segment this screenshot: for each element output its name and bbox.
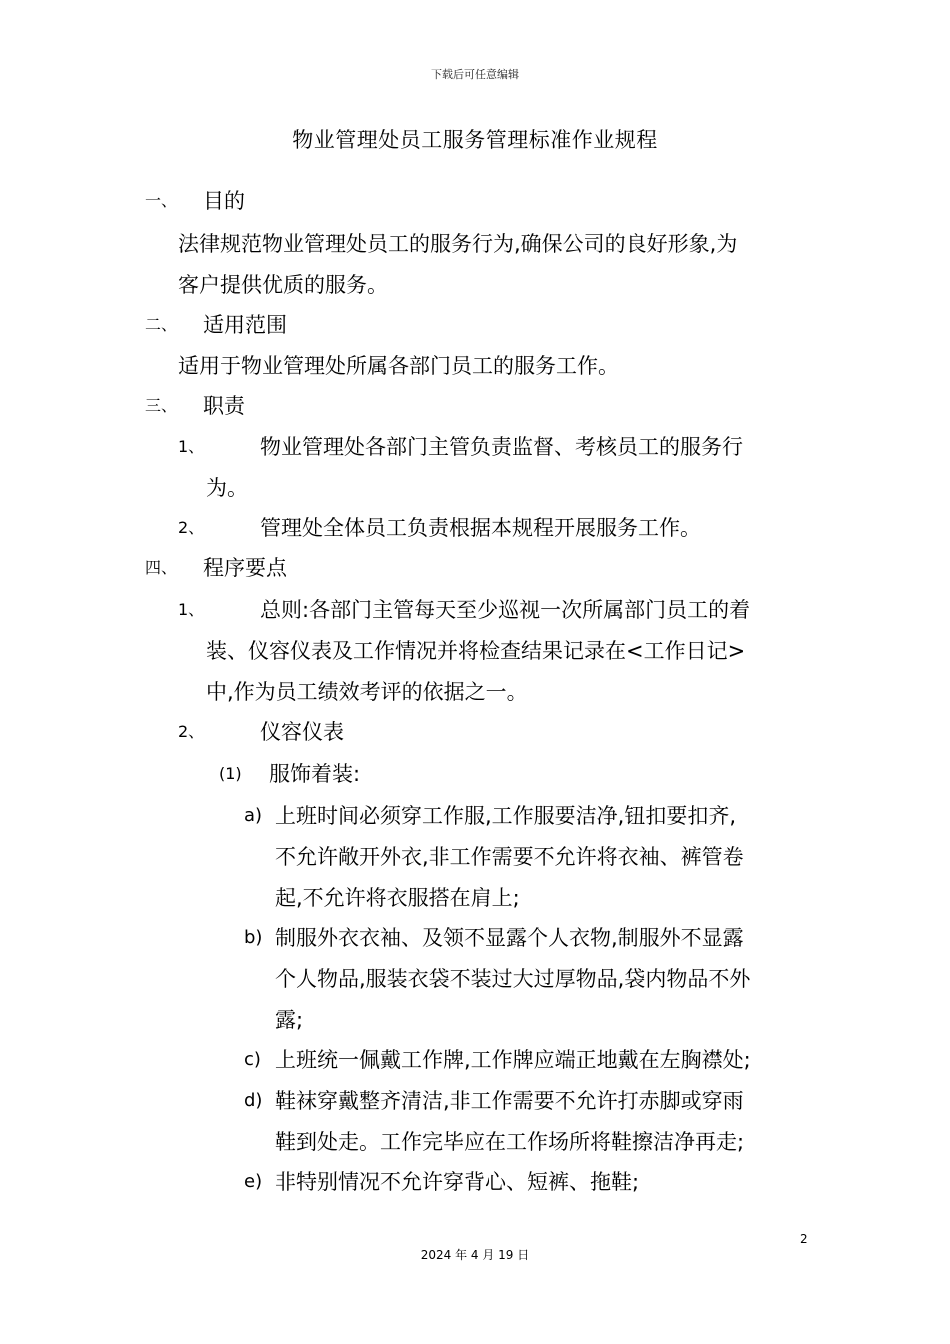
clause-e-line-1: 非特别情况不允许穿背心、短裤、拖鞋; [275,1170,640,1194]
section-4-number: 四、 [145,558,178,577]
section-4-item-1-line-3: 中,作为员工绩效考评的依据之一。 [206,680,528,704]
clause-d-line-1: 鞋袜穿戴整齐清洁,非工作需要不允许打赤脚或穿雨 [275,1089,744,1113]
section-4-heading: 程序要点 [203,556,287,580]
section-3-item-1-line-2: 为。 [206,476,248,500]
section-4-item-1-line-1: 总则:各部门主管每天至少巡视一次所属部门员工的着 [260,598,751,622]
clause-b-letter: b) [244,927,263,948]
section-3-item-2-number: 2、 [178,518,205,537]
document-title: 物业管理处员工服务管理标准作业规程 [292,128,658,152]
clause-a-line-2: 不允许敞开外衣,非工作需要不允许将衣袖、裤管卷 [275,845,744,869]
section-3-item-1-number: 1、 [178,437,205,456]
footer-date: 2024 年 4 月 19 日 [420,1248,530,1262]
subsection-number: (1) [219,764,242,783]
section-3-item-1-line-1: 物业管理处各部门主管负责监督、考核员工的服务行 [260,435,743,459]
section-2-heading: 适用范围 [203,313,287,337]
section-4-item-2-line-1: 仪容仪表 [260,720,344,744]
section-3-number: 三、 [145,396,178,415]
section-1-line-1: 法律规范物业管理处员工的服务行为,确保公司的良好形象,为 [178,232,738,256]
section-3-item-2-line-1: 管理处全体员工负责根据本规程开展服务工作。 [260,516,701,540]
clause-a-letter: a) [244,805,263,826]
page-number: 2 [800,1232,808,1246]
clause-c-line-1: 上班统一佩戴工作牌,工作牌应端正地戴在左胸襟处; [275,1048,751,1072]
clause-c-letter: c) [244,1049,261,1070]
subsection-heading: 服饰着装: [269,762,361,786]
section-1-number: 一、 [145,191,178,210]
section-4-item-1-number: 1、 [178,600,205,619]
clause-a-line-3: 起,不允许将衣服搭在肩上; [275,886,520,910]
section-4-item-2-number: 2、 [178,722,205,741]
section-2-line-1: 适用于物业管理处所属各部门员工的服务工作。 [178,354,619,378]
clause-b-line-2: 个人物品,服装衣袋不装过大过厚物品,袋内物品不外 [275,967,751,991]
section-1-heading: 目的 [203,189,245,213]
clause-b-line-3: 露; [275,1008,304,1032]
clause-e-letter: e) [244,1171,263,1192]
section-2-number: 二、 [145,315,178,334]
section-4-item-1-line-2: 装、仪容仪表及工作情况并将检查结果记录在<工作日记> [206,639,746,663]
header-note: 下载后可任意编辑 [431,68,519,81]
clause-b-line-1: 制服外衣衣袖、及领不显露个人衣物,制服外不显露 [275,926,744,950]
clause-a-line-1: 上班时间必须穿工作服,工作服要洁净,钮扣要扣齐, [275,804,737,828]
clause-d-line-2: 鞋到处走。工作完毕应在工作场所将鞋擦洁净再走; [275,1130,745,1154]
section-1-line-2: 客户提供优质的服务。 [178,273,388,297]
section-3-heading: 职责 [203,394,245,418]
clause-d-letter: d) [244,1090,263,1111]
